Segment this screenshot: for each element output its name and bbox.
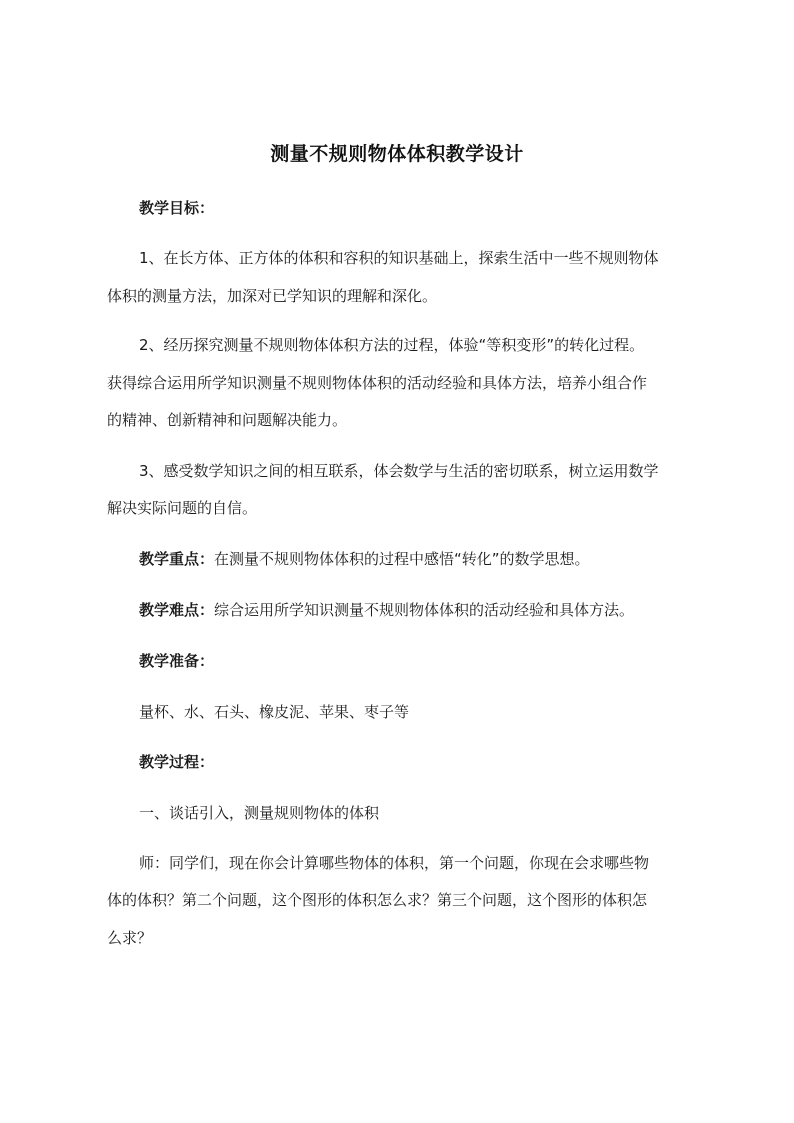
goal-3-line-1: 3、感受数学知识之间的相互联系，体会数学与生活的密切联系，树立运用数学 bbox=[139, 462, 659, 480]
teacher-line-2: 体的体积？第二个问题，这个图形的体积怎么求？第三个问题，这个图形的体积怎 bbox=[107, 891, 648, 909]
document-title: 测量不规则物体体积教学设计 bbox=[270, 143, 524, 165]
key-point-text: 在测量不规则物体体积的过程中感悟“转化”的数学思想。 bbox=[214, 550, 590, 568]
key-point-paragraph bbox=[139, 548, 590, 570]
section-1-heading: 一、谈话引入，测量规则物体的体积 bbox=[139, 804, 380, 822]
difficulty-text: 综合运用所学知识测量不规则物体体积的活动经验和具体方法。 bbox=[214, 601, 635, 619]
goals-heading: 教学目标： bbox=[139, 199, 215, 217]
process-heading: 教学过程： bbox=[139, 753, 215, 771]
prep-heading: 教学准备： bbox=[139, 652, 215, 670]
teacher-line-1: 师：同学们，现在你会计算哪些物体的体积，第一个问题，你现在会求哪些物 bbox=[139, 854, 650, 872]
goal-1-line-1: 1、在长方体、正方体的体积和容积的知识基础上，探索生活中一些不规则物体 bbox=[139, 249, 659, 267]
goal-2-line-2: 获得综合运用所学知识测量不规则物体体积的活动经验和具体方法，培养小组合作 bbox=[107, 374, 648, 392]
key-point-label: 教学重点： bbox=[139, 550, 215, 568]
goal-2-line-3: 的精神、创新精神和问题解决能力。 bbox=[107, 411, 348, 429]
goal-2-line-1: 2、经历探究测量不规则物体体积方法的过程，体验“等积变形”的转化过程。 bbox=[139, 336, 645, 354]
difficulty-paragraph bbox=[139, 599, 634, 621]
prep-items: 量杯、水、石头、橡皮泥、苹果、枣子等 bbox=[139, 703, 410, 721]
goal-3-line-2: 解决实际问题的自信。 bbox=[107, 499, 258, 517]
goal-1-line-2: 体积的测量方法，加深对已学知识的理解和深化。 bbox=[107, 287, 438, 305]
teacher-line-3: 么求？ bbox=[107, 929, 153, 947]
difficulty-label: 教学难点： bbox=[139, 601, 215, 619]
